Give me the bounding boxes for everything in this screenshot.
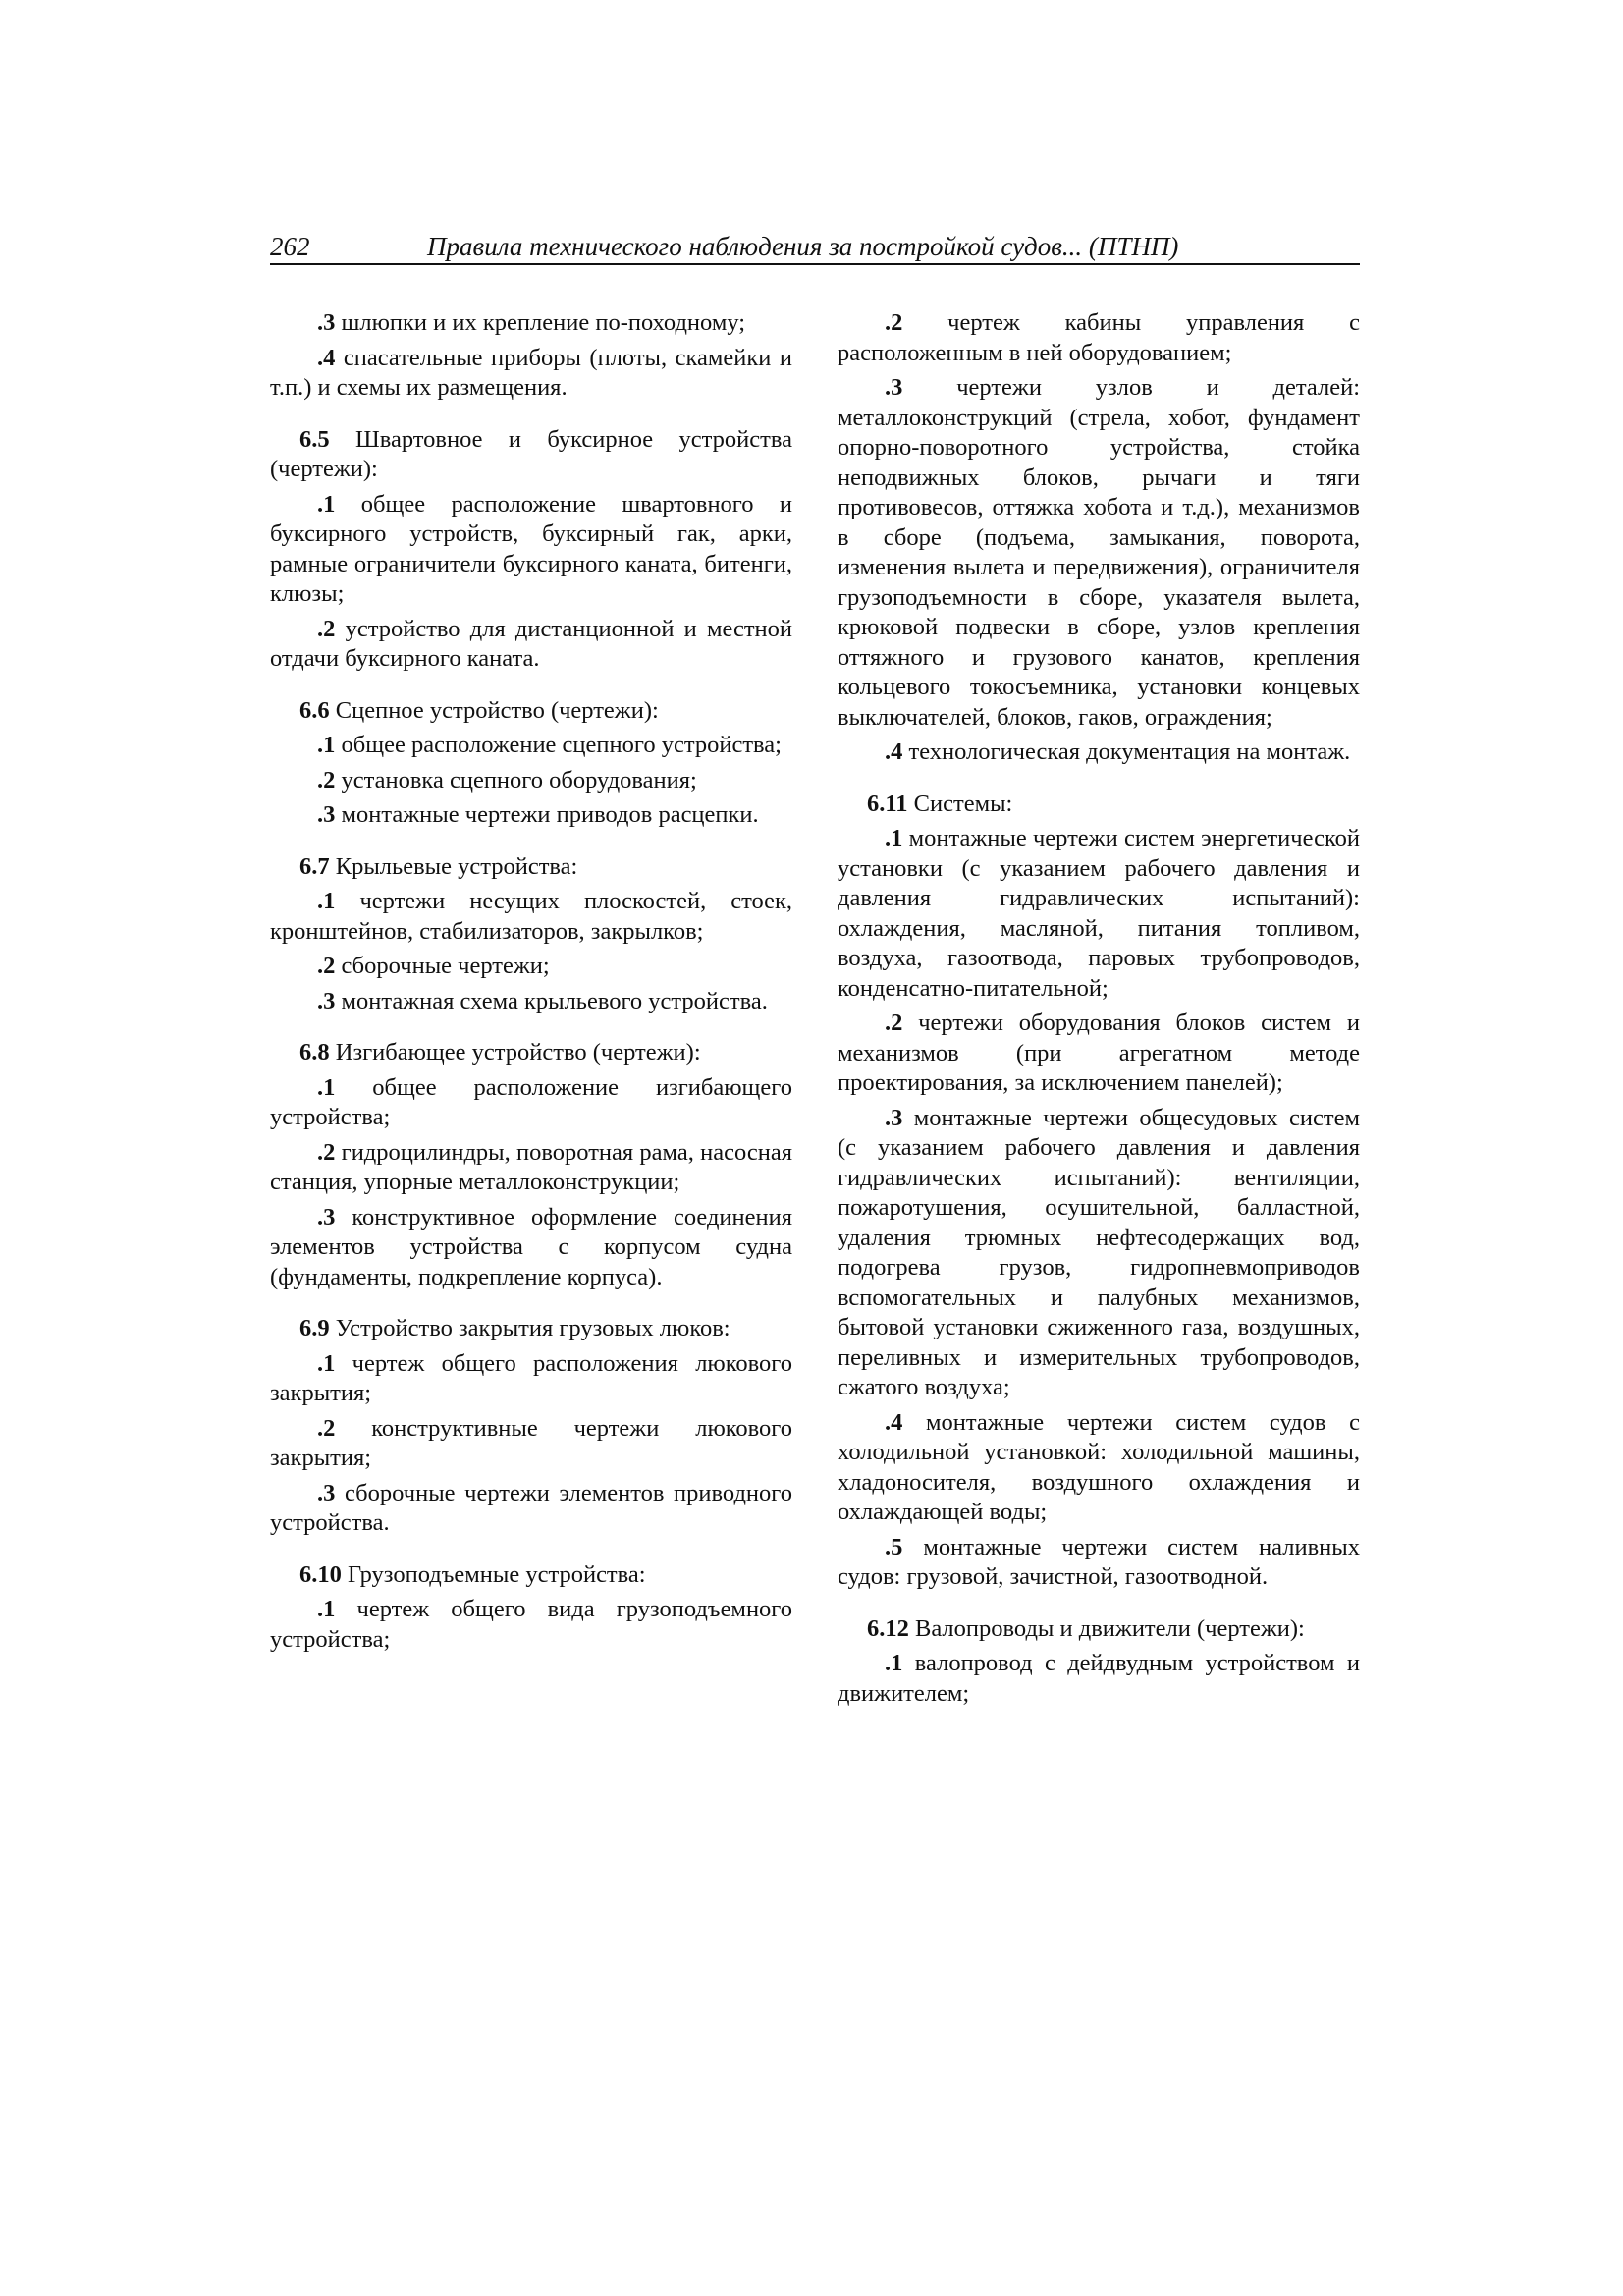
paragraph: .3 монтажные чертежи приводов расцепки. <box>317 801 759 828</box>
running-title: Правила технического наблюдения за постройкой судов... (ПТНП) <box>427 232 1179 261</box>
paragraph: .2 сборочные чертежи; <box>317 953 550 979</box>
section-heading: 6.7 Крыльевые устройства: <box>299 852 578 880</box>
paragraph: .1 валопровод с дейдвудным устройством и движителем; <box>838 1650 1360 1707</box>
section-heading: 6.10 Грузоподъемные устройства: <box>299 1560 646 1588</box>
paragraph: .2 установка сцепного оборудования; <box>317 766 697 793</box>
paragraph: .4 спасательные приборы (плоты, скамейки и т.п.) и схемы их размещения. <box>270 344 792 401</box>
paragraph: .3 чертежи узлов и деталей: металлоконструкций (стрела, хобот, фундамент опорно-поворотного устройства, стойка неподвижных блоков, рычаги и тяги противовесов, оттяжка хобота и т.д.), механизмов в сборе (подъема, замыкания, поворота, изменения вылета и передвижения), ограничителя грузоподъемности в сборе, указателя вылета, крюковой подвески в сборе, узлов крепления оттяжного и грузового канатов, крепления кольцевого токосъемника, установки концевых выключателей, блоков, гаков, ограждения; <box>838 374 1360 731</box>
section-heading: 6.11 Системы: <box>867 790 1013 817</box>
section-heading: 6.8 Изгибающее устройство (чертежи): <box>299 1039 701 1066</box>
page-number: 262 <box>270 232 310 261</box>
paragraph: .1 монтажные чертежи систем энергетической установки (с указанием рабочего давления и давления гидравлических испытаний): охлаждения, масляной, питания топливом, воздуха, газоотвода, паровых трубопроводов, конденсатно-питательной; <box>838 825 1360 1002</box>
paragraph: .2 устройство для дистанционной и местной отдачи буксирного каната. <box>270 615 792 672</box>
paragraph: .1 общее расположение швартовного и буксирного устройств, буксирный гак, арки, рамные ограничители буксирного каната, битенги, клюзы; <box>270 490 792 607</box>
paragraph: .1 общее расположение сцепного устройства; <box>317 732 782 758</box>
paragraph: .3 конструктивное оформление соединения элементов устройства с корпусом судна (фундаменты, подкрепление корпуса). <box>270 1203 792 1290</box>
paragraph: .3 сборочные чертежи элементов приводного устройства. <box>270 1479 792 1536</box>
paragraph: .1 чертеж общего расположения люкового закрытия; <box>270 1349 792 1406</box>
section-heading: 6.9 Устройство закрытия грузовых люков: <box>299 1315 730 1341</box>
paragraph: .2 гидроцилиндры, поворотная рама, насосная станция, упорные металлоконструкции; <box>270 1138 792 1195</box>
paragraph: .3 шлюпки и их крепление по-походному; <box>317 309 746 336</box>
section-heading: 6.6 Сцепное устройство (чертежи): <box>299 696 659 724</box>
paragraph: .1 чертежи несущих плоскостей, стоек, кронштейнов, стабилизаторов, закрылков; <box>270 888 792 945</box>
paragraph: .3 монтажная схема крыльевого устройства. <box>317 987 768 1014</box>
section-heading: 6.12 Валопроводы и движители (чертежи): <box>867 1614 1305 1642</box>
left-column <box>270 308 792 1660</box>
paragraph: .4 монтажные чертежи систем судов с холодильной установкой: холодильной машины, хладоносителя, воздушного охлаждения и охлаждающей воды; <box>838 1408 1360 1525</box>
paragraph: .1 чертеж общего вида грузоподъемного устройства; <box>270 1596 792 1653</box>
paragraph: .3 монтажные чертежи общесудовых систем (с указанием рабочего давления и давления гидравлических испытаний): вентиляции, пожаротушения, осушительной, балластной, удаления трюмных нефтесодержащих вод, подогрева грузов, гидропневмоприводов вспомогательных и палубных механизмов, бытовой установки сжиженного газа, воздушных, переливных и измерительных трубопроводов, сжатого воздуха; <box>838 1104 1360 1400</box>
right-column <box>838 308 1360 1714</box>
paragraph: .4 технологическая документация на монтаж. <box>885 738 1351 765</box>
paragraph: .5 монтажные чертежи систем наливных судов: грузовой, зачистной, газоотводной. <box>838 1533 1360 1590</box>
paragraph: .2 чертеж кабины управления с расположенным в ней оборудованием; <box>838 309 1360 366</box>
page-header <box>270 232 1360 265</box>
paragraph: .2 чертежи оборудования блоков систем и механизмов (при агрегатном методе проектирования, за исключением панелей); <box>838 1010 1360 1096</box>
paragraph: .2 конструктивные чертежи люкового закрытия; <box>270 1414 792 1471</box>
section-heading: 6.5 Швартовное и буксирное устройства (чертежи): <box>270 425 792 482</box>
paragraph: .1 общее расположение изгибающего устройства; <box>270 1073 792 1130</box>
